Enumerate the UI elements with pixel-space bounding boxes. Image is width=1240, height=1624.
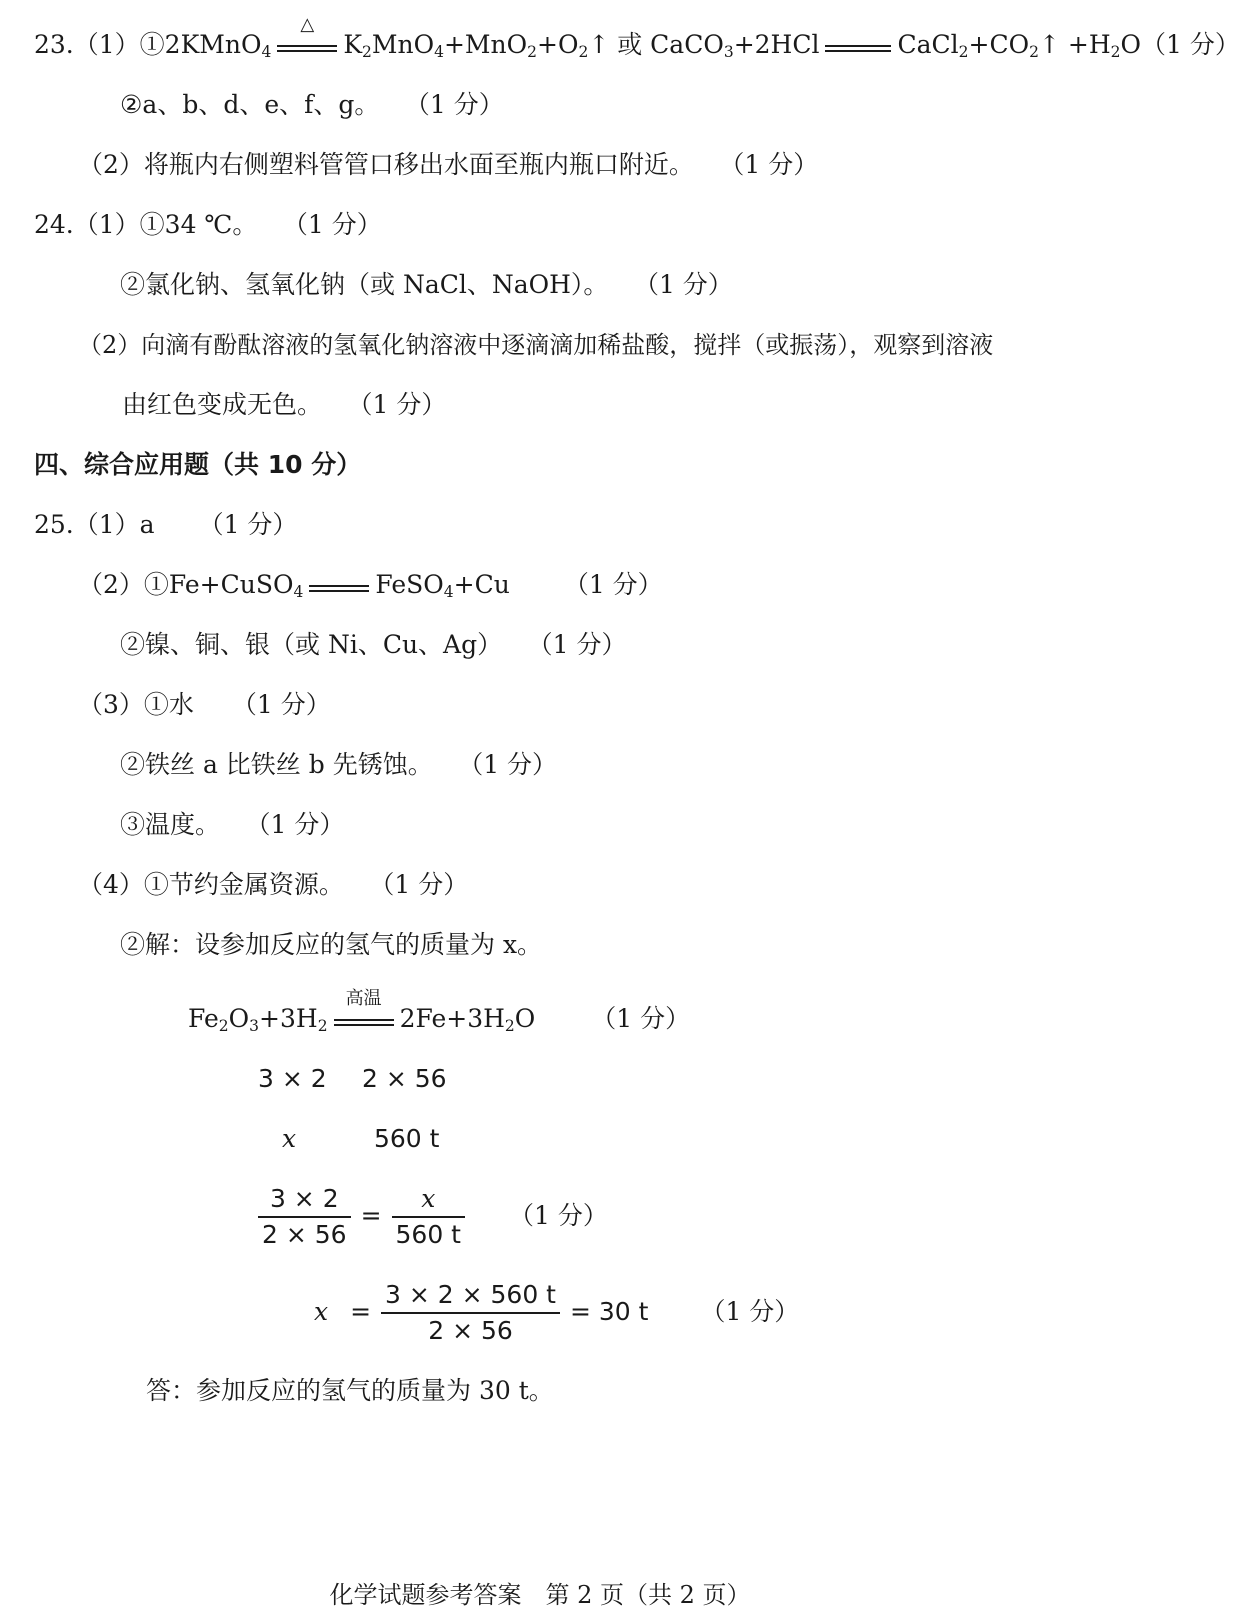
q25-part4-a-text: （4）①节约金属资源。: [78, 870, 344, 899]
final-answer-text: 答：参加反应的氢气的质量为 30 t。: [146, 1376, 554, 1405]
q25-part4-b: [120, 928, 542, 962]
q25-part2-a: （2）①Fe+CuSO$_4$ FeSO$_4$+Cu （1 分）: [78, 570, 663, 601]
variable-mass: [374, 1122, 439, 1156]
eq-products-o: O: [514, 1004, 536, 1033]
q23-eq1-product-k: K: [343, 30, 363, 59]
solution-equation: [314, 1278, 799, 1348]
q23-eq1-product-o2: +O: [537, 30, 579, 59]
q25-eq-product-cu: +Cu: [453, 570, 510, 599]
score-label: （1 分）: [700, 1297, 800, 1326]
score-label: （1 分）: [381, 870, 469, 899]
mass-ratio-row: [258, 1062, 327, 1096]
equals-sign: =: [360, 1201, 382, 1230]
score-label: （1 分）: [470, 750, 558, 779]
fraction-right: [392, 1182, 465, 1252]
q23-eq2-product-o-score: O（1 分）: [1120, 30, 1240, 59]
fraction-solution-denominator: 2 × 56: [428, 1316, 513, 1345]
heat-condition: △: [300, 13, 315, 35]
q25-part2-b-text: ②镍、铜、银（或 Ni、Cu、Ag）: [120, 630, 503, 659]
var-mass: 560 t: [374, 1124, 440, 1153]
q25-part4-b-text: ②解：设参加反应的氢气的质量为 x。: [120, 930, 543, 959]
score-label: （1 分）: [646, 270, 733, 299]
score-label: （1 分）: [258, 810, 345, 839]
score-label: （1 分）: [198, 510, 298, 539]
variable-x: [282, 1122, 296, 1156]
q23-eq2-product-cacl2: CaCl: [897, 30, 959, 59]
q24-part1-b: [120, 268, 733, 302]
eq-products: 2Fe+3H: [399, 1004, 505, 1033]
q25-eq-product-feso: FeSO: [375, 570, 444, 599]
score-label: （1 分）: [360, 390, 447, 419]
q25-part3-a-text: （3）①水: [78, 690, 194, 719]
q24-part2-text: （2）向滴有酚酞溶液的氢氧化钠溶液中逐滴滴加稀盐酸，搅拌（或振荡），观察到溶液: [78, 331, 994, 359]
q23-eq1-product-mno2: +MnO: [443, 30, 528, 59]
q23-eq2-product-h2o: ↑ +H: [1038, 30, 1111, 59]
q23-eq1-reactant: 2KMnO: [164, 30, 262, 59]
q24-part1-b-text: ②氯化钠、氢氧化钠（或 NaCl、NaOH）。: [120, 270, 609, 299]
eq-o: O: [228, 1004, 250, 1033]
q24-part2-text-cont: 由红色变成无色。: [122, 390, 323, 419]
q25-part1: [34, 508, 297, 542]
score-label: （1 分）: [563, 570, 663, 599]
q24-part2-line1: [78, 328, 993, 362]
score-label: （1 分）: [731, 150, 819, 179]
fraction-right-denominator: 560 t: [395, 1220, 461, 1249]
fraction-right-numerator: x: [392, 1182, 465, 1218]
score-label: （1 分）: [295, 210, 382, 239]
high-temperature-condition: 高温: [345, 987, 382, 1009]
reaction-arrow: [309, 577, 369, 597]
score-label: （1 分）: [540, 630, 627, 659]
score-label: （1 分）: [417, 90, 504, 119]
page-number: 化学试题参考答案 第 2 页（共 2 页）: [329, 1581, 751, 1609]
q25-part4-a: [78, 868, 468, 902]
equals-sign: =: [350, 1297, 372, 1326]
fraction-left: [258, 1182, 351, 1252]
q23-part1-equations: 23.（1）①2KMnO$_4$ △ $K_2MnO_4+MnO_2+O_2↑$ 或 CaCO$_3$+2HCl $CaCl_2+CO_2↑ +H_2O(1$ 分）: [34, 13, 1240, 61]
section-title: 四、综合应用题（共 10 分）: [34, 450, 362, 479]
q23-part1-b-text: ②a、b、d、e、f、g。: [120, 90, 380, 119]
section-heading: [34, 448, 361, 482]
q23-part2: [78, 148, 818, 182]
q25-part2-b: [120, 628, 626, 662]
reaction-arrow: [825, 37, 891, 57]
q23-part1-b: [120, 88, 504, 122]
solution-result: = 30 t: [569, 1297, 649, 1326]
page-footer: [0, 1578, 1080, 1612]
hydrogen-reduction-equation: $Fe_2O_3+3H_2$ 高温 $2Fe+3H_2O$ （1 分）: [188, 987, 691, 1035]
reaction-arrow-heat: [277, 13, 337, 57]
mass-ratio-row-right: [362, 1062, 447, 1096]
q24-part1-a: [34, 208, 382, 242]
score-label: （1 分）: [591, 1004, 691, 1033]
var-x: x: [282, 1124, 297, 1153]
q25-part3-b-text: ②铁丝 a 比铁丝 b 先锈蚀。: [120, 750, 433, 779]
score-label: （1 分）: [508, 1201, 608, 1230]
solution-x: x: [314, 1297, 329, 1326]
q25-part3-c: [120, 808, 344, 842]
q25-part1-text: 25.（1）a: [34, 510, 155, 539]
final-answer: [146, 1374, 554, 1408]
q23-part2-text: （2）将瓶内右侧塑料管管口移出水面至瓶内瓶口附近。: [78, 150, 694, 179]
eq-h2: +3H: [259, 1004, 318, 1033]
proportion-equation: [248, 1182, 608, 1252]
ratio-hydrogen: 3 × 2: [258, 1064, 327, 1093]
ratio-iron: 2 × 56: [362, 1064, 447, 1093]
fraction-left-numerator: 3 × 2: [258, 1182, 351, 1218]
reaction-arrow-high-temp: [334, 987, 394, 1031]
q23-eq2-reactant-hcl: +2HCl: [733, 30, 820, 59]
fraction-solution: [381, 1278, 560, 1348]
q25-part3-b: [120, 748, 557, 782]
q23-eq2-reactant-caco3: ↑ 或 CaCO: [588, 30, 724, 59]
q24-part1-a-text: 24.（1）①34 ℃。: [34, 210, 258, 239]
q23-eq2-product-co2: +CO: [968, 30, 1030, 59]
q23-eq1-product-mno: MnO: [371, 30, 435, 59]
score-label: （1 分）: [231, 690, 331, 719]
fraction-left-denominator: 2 × 56: [262, 1220, 347, 1249]
eq-fe: Fe: [188, 1004, 219, 1033]
q25-part3-c-text: ③温度。: [120, 810, 221, 839]
q25-eq-reactants: （2）①Fe+CuSO: [78, 570, 294, 599]
fraction-solution-numerator: 3 × 2 × 560 t: [381, 1278, 560, 1314]
q25-part3-a: [78, 688, 331, 722]
q24-part2-line2: [122, 388, 446, 422]
q23-label: 23.（1）①: [34, 30, 165, 59]
